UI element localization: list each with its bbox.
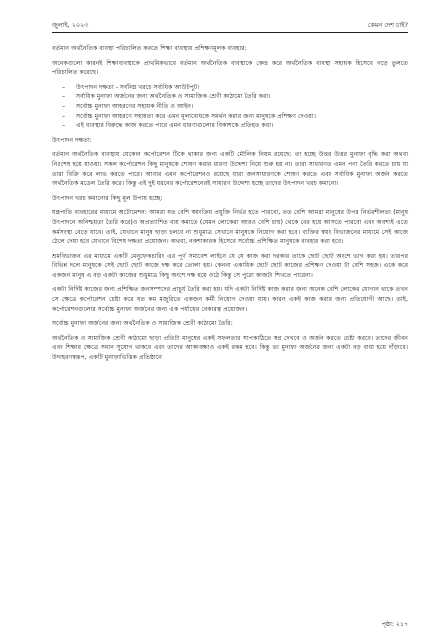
paragraph-intro: অনেকগুলো কারনই শিক্ষাব্যবস্থাকে প্রাথমিকভাবে বর্তমান অর্থনৈতিক ব্যবস্থাকে কেন্দ্র করে অর্থনৈতিক ব্যবস্থা সহায়ক হিসেবে গড়ে তুলতে পরিচালিত করেছে।	[52, 59, 408, 77]
section-heading-class-structure: সর্বোচ্চ মুনাফা অর্জনের জন্য অর্থনৈতিক ও সামাজিক শ্রেণী কাঠামো তৈরি:	[52, 320, 233, 328]
page-number: পৃষ্ঠা: ২১৭	[381, 621, 408, 628]
paragraph-division-of-labor: শ্রমবিভাজন এর মাধ্যমে একটি মেনুফেকচারিং এর পূর্ণ সমাবেশ লাইনে যে যে কাজ করা দরকার তাকে ছোট ছোট অংশে ভাগ করা হয়। তারপর বিভিন্ন দলে মানুষকে সেই ছোট ছোট কাজে দক্ষ করে তোলা হয়। কেননা একাধিক ছোট ছোট কাজের প্রশিক্ষণ দেওয়া টা বেশি সহজ। একে করে একজন মানুষ এ বড় একটা কাজের শুধুমাত্র কিছু অংশে দক্ষ হয়ে ওঠে কিন্তু সে পুরো কাজটা শিখতে পারেনা।	[52, 252, 408, 279]
list-item: – সর্বাধিক মুনাফা অর্জনের জন্য অর্থনৈতিক ও সামাজিক শ্রেণী কাঠামো তৈরি করা।	[62, 92, 408, 102]
paragraph-production-efficiency: বর্তমান অর্থনৈতিক ব্যবস্থায় যেকোন কর্পোরেশন টিকে থাকার জন্য একটি মৌলিক নিয়ম রয়েছে: তা হচ্ছে উত্তর উত্তর মুনাফা বৃদ্ধি করা অথবা নিঃশেষ হয়ে যাওয়া। সকল কর্পোরেশন কিছু মানুষকে শোষণ করার ধারণা উদ্দেশ্য নিয়ে শুরু হয় না। তারা সাধারণত এমন পণ্য তৈরি করতে চায় যা তারা বিক্রি করে লাভ করতে পারে। আবার এমন কর্পোরেশনও রয়েছে যারা জনসাধারণকে শোষণ করতে এবং সর্বাধিক মুনাফা অর্জন করতে অর্থনৈতিক মডেল তৈরি করে। কিন্তু এই দুই ধরনের কর্পোরেশনেরই সাধারণ উদ্দেশ্য হচ্ছে তাদের উৎপাদন খরচ কমানো।	[52, 151, 408, 188]
section-heading-production-efficiency: উৎপাদন দক্ষতা:	[52, 136, 92, 144]
section-heading-education-training: বর্তমান অর্থনৈতিক ব্যবস্থা পরিচালিত করতে শিক্ষা ব্যবস্থার প্রশিক্ষণমূলক ব্যবহার:	[52, 45, 247, 52]
list-item: – উৎপাদন দক্ষতা - সর্বনিম্ন খরচে সর্বাধিক আউটপুট।	[62, 83, 408, 93]
paragraph-automation: যন্ত্রপাতি ব্যবহারের মাধ্যমে অটোমেশন: আমরা যত বেশি স্বয়ংক্রিয় প্রযুক্তি নির্ভর হতে পারবো, তত বেশি আমরা মানুষের উপর নির্ভরশীলতা (মানুষ উৎপাদনে অনিশ্চয়তা তৈরি করে)ও অপ্রত্যাশিত ব্যয় কমাতে (যেমন লোকেরা আরও বেশি চায়) থেকে বের হয়ে আসতে পারবো এবং অবশ্যই এতে কর্মসংস্থা বেড়ে যাবে। তাই, যেখানে মানুষ ছাড়া চলবে না শুধুমাত্র সেখানে মানুষকে নিয়োগ করা হবে। ব্যক্তির স্বয়ং বিভাজনের মাধ্যমে সেই কাজে ঠেলে দেয়া হবে যেখানে বিশেষ দক্ষতা প্রয়োজন। অথবা, নকশাকারক হিসেবে সর্বোচ্চ প্রশিক্ষিত মানুষকে ব্যবহার করা হবে।	[52, 209, 408, 246]
header-divider	[52, 32, 408, 33]
list-item: – এই ব্যবস্থার বিরুদ্ধে কাজ করতে পারে এমন ধারণাগুলোর বিকাশকে প্রতিহত করা।	[62, 121, 408, 131]
header-date: জুলাই, ২০২৩	[52, 21, 89, 29]
section-heading-cost-reduction: উৎপাদন খরচ কমানোর কিছু মূল উপায় হচ্ছে:	[52, 194, 163, 202]
paragraph-class-structure: অর্থনৈতিক ও সামাজিক শ্রেণী কাঠামো ছাড়া প্রতিটা মানুষের একই সফলতার সাপকাঠিতে স্বপ্ন দেখবে ও অর্জন করতে চেষ্টা করবে। তাদের জীবন এবং শিক্ষার ক্ষেত্রে সমান সুযোগ থাকবে এবং তাদের আকাঙ্ক্ষাও একই রকম হবে। কিন্তু তা মুনাফা অর্জনের জন্য একটা বড় বাধা হয়ে দাঁড়াবে। উদাহরণস্বরূপ, একটি মুনাফাভিত্তিক প্রতিষ্ঠানে	[52, 334, 408, 362]
page-body	[52, 44, 408, 368]
reasons-list	[52, 83, 408, 131]
header-title: কেমন দেশ চাই?	[367, 21, 408, 29]
list-item: – সর্বোচ্চ মুনাফা আহরণে সহায়তা করে এমন মূল্যবোধকে সমর্থন করার জন্য মানুষকে প্রশিক্ষণ দেওয়া।	[62, 112, 408, 122]
list-item: – সর্বোচ্চ মুনাফা আহরণের সহায়ক নীতি ও আইন।	[62, 102, 408, 112]
paragraph-labor-surplus: একটা নির্দিষ্ট কাজের জন্য প্রশিক্ষিত জনসম্পদের প্রাচুর্য তৈরি করা হয়। যদি একটা নির্দিষ্ট কাজ করার জন্য অনেক বেশি লোকের যোগান থাকে তখন সে ক্ষেত্রে কর্পোরেশন চেষ্টা করে যত কম মজুরিতে একজন কর্মী নিয়োগ দেওয়া যায়। কারন একই কাজ করার জন্য প্রতিযোগী আছে। তাই, কর্পোরেশনগুলোর সর্বোচ্চ মুনাফা অর্জনের জন্য এক পর্যায়ের বেকারত্ব প্রয়োজন।	[52, 286, 408, 313]
